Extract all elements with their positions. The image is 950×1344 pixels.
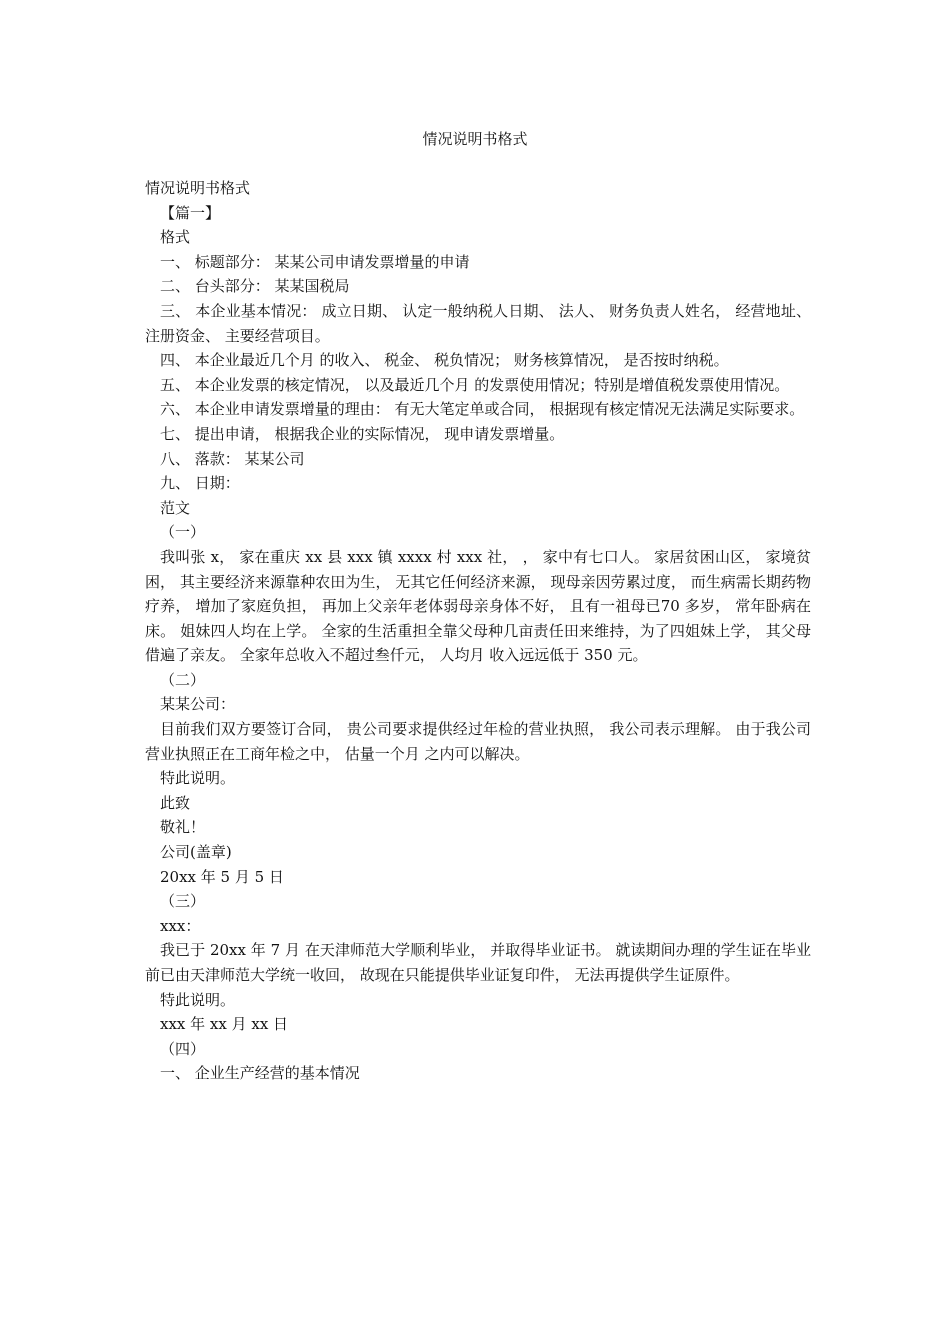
document-title: 情况说明书格式 <box>422 130 528 148</box>
list-item: 六、 本企业申请发票增量的理由： 有无大笔定单或合同， 根据现有核定情况无法满足实际要求。 <box>160 400 805 419</box>
heading-paragraph: 情况说明书格式 <box>145 179 251 197</box>
subheading: 范文 <box>160 498 191 517</box>
list-item: 一、 企业生产经营的基本情况 <box>160 1064 360 1083</box>
closing-line: 特此说明。 <box>160 990 236 1009</box>
example-label: （二） <box>160 670 206 689</box>
salutation: xxx： <box>160 916 201 935</box>
example-paragraph: 目前我们双方要签订合同， 贵公司要求提供经过年检的营业执照， 我公司表示理解。 由于我公司营业执照正在工商年检之中， 估量一个月 之内可以解决。 <box>145 720 811 763</box>
list-item: 三、 本企业基本情况： 成立日期、 认定一般纳税人日期、 法人、 财务负责人姓名， 经营地址、 注册资金、 主要经营项目。 <box>145 301 811 345</box>
date-line: xxx 年 xx 月 xx 日 <box>160 1015 289 1034</box>
example-paragraph: 我叫张 x， 家在重庆 xx 县 xxx 镇 xxxx 村 xxx 社， ， 家中有七口人。 家居贫困山区， 家境贫困， 其主要经济来源靠种农田为生， 无其它任何经济来源， 现母亲因劳累过度， 而生病需长期药物疗养， 增加了家庭负担， 再加上父亲年老体弱母亲身体不好， 且有一祖母已70 多岁， 常年卧病在床。 姐妹四人均在上学。 全家的生活重担全靠父母种几亩责任田来维持，为了四姐妹上学， 其父母借遍了亲友。 全家年总收入不超过叁仟元， 人均月 收入远远低于 350 元。 <box>145 547 811 665</box>
signature-line: 公司(盖章) <box>160 843 232 862</box>
list-item: 二、 台头部分： 某某国税局 <box>160 277 350 296</box>
example-label: （四） <box>160 1039 206 1058</box>
list-item: 七、 提出申请， 根据我企业的实际情况， 现申请发票增量。 <box>160 424 565 443</box>
section-label: 【篇一】 <box>160 203 221 222</box>
document-body <box>145 176 811 1086</box>
list-item: 五、 本企业发票的核定情况， 以及最近几个月 的发票使用情况；特别是增值税发票使用情况。 <box>160 375 790 394</box>
example-label: （三） <box>160 892 206 911</box>
list-item: 一、 标题部分： 某某公司申请发票增量的申请 <box>160 252 470 271</box>
subheading: 格式 <box>160 228 191 247</box>
example-label: （一） <box>160 523 206 542</box>
closing-line: 此致 <box>160 793 191 812</box>
salutation: 某某公司： <box>160 695 236 714</box>
closing-line: 敬礼！ <box>160 818 206 837</box>
example-paragraph: 我已于 20xx 年 7 月 在天津师范大学顺利毕业， 并取得毕业证书。 就读期间办理的学生证在毕业前已由天津师范大学统一收回， 故现在只能提供毕业证复印件， 无法再提供学生证原件。 <box>145 941 811 984</box>
list-item: 四、 本企业最近几个月 的收入、 税金、 税负情况； 财务核算情况， 是否按时纳税。 <box>160 351 729 370</box>
closing-line: 特此说明。 <box>160 769 236 788</box>
date-line: 20xx 年 5 月 5 日 <box>160 867 284 886</box>
list-item: 八、 落款： 某某公司 <box>160 449 305 468</box>
list-item: 九、 日期： <box>160 474 240 493</box>
